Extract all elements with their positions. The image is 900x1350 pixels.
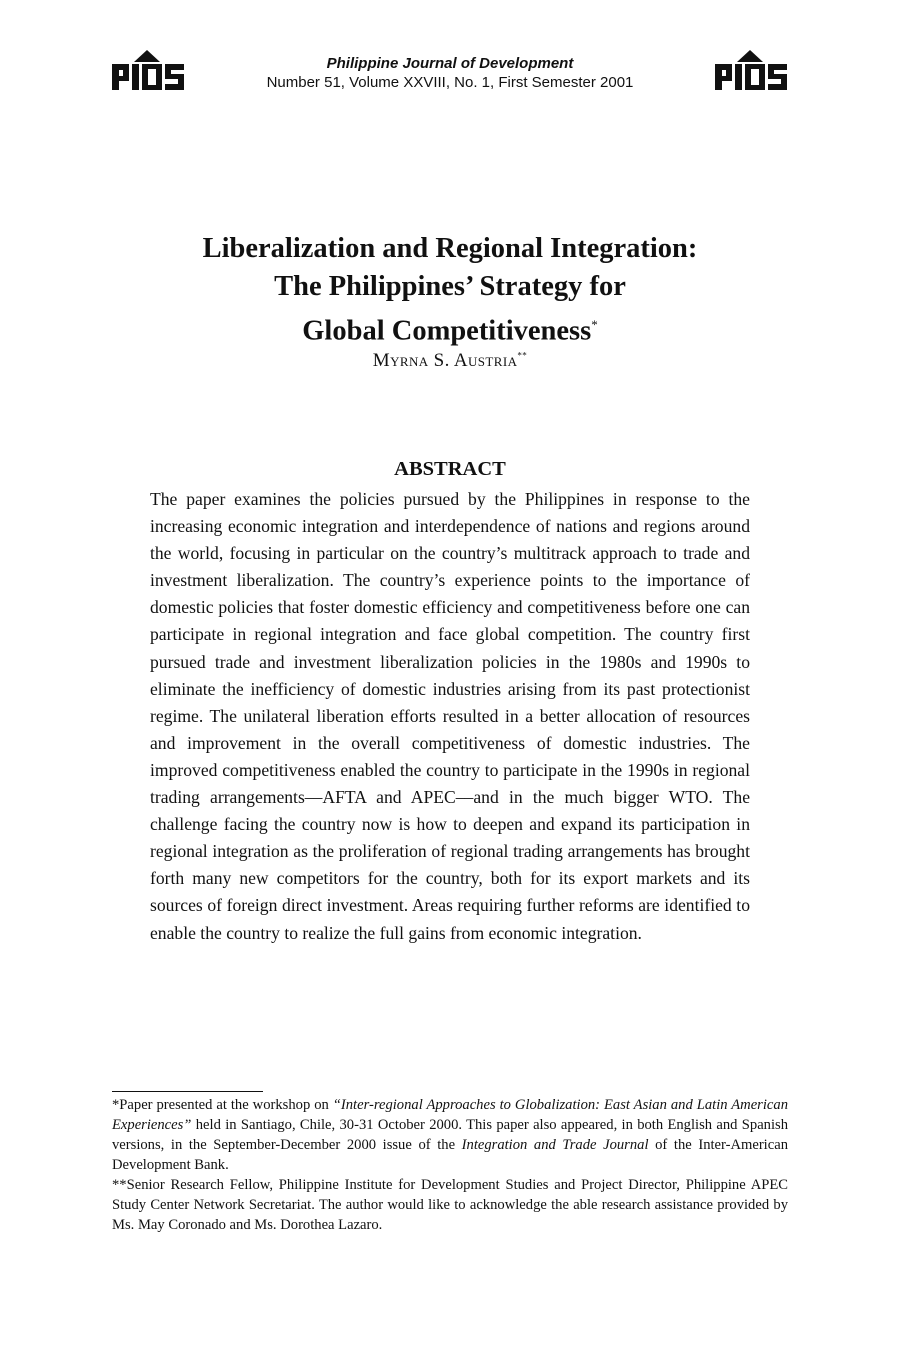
journal-title: Philippine Journal of Development xyxy=(326,55,574,72)
footnote-2: **Senior Research Fellow, Philippine Institute for Development Studies and Project Director, Philippine APEC Study Center Network Secretariat. The author would like to acknowledge the able research assistance provided by Ms. May Coronado and Ms. Dorothea Lazaro. xyxy=(112,1177,788,1233)
author-name: Myrna S. Austria** xyxy=(372,350,528,371)
footnote-1: *Paper presented at the workshop on “Inter-regional Approaches to Globalization: East Asian and Latin American Experiences” held in Santiago, Chile, 30-31 October 2000. This paper also appeared, in both English and Spanish versions, in the September-December 2000 issue of the Integration and Trade Journal of the Inter-American Development Bank. xyxy=(112,1097,788,1173)
journal-header xyxy=(0,54,900,92)
paper-title xyxy=(0,230,900,351)
title-line-3: Global Competitiveness* xyxy=(302,315,598,347)
title-line-1: Liberalization and Regional Integration: xyxy=(202,233,698,264)
author-footnote-marker: ** xyxy=(517,350,528,361)
abstract-heading: ABSTRACT xyxy=(394,458,506,480)
journal-issue: Number 51, Volume XXVIII, No. 1, First Semester 2001 xyxy=(266,74,634,91)
title-line-2: The Philippines’ Strategy for xyxy=(274,271,626,302)
abstract-body: The paper examines the policies pursued by the Philippines in response to the increasing economic integration and interdependence of nations and regions around the world, focusing in particular on the country’s multitrack approach to trade and investment liberalization. The country’s experience points to the importance of domestic policies that foster domestic efficiency and competitiveness before one can participate in regional integration and face global competition. The country first pursued trade and investment liberalization policies in the 1980s and 1990s to eliminate the inefficiency of domestic industries arising from its past protectionist regime. The unilateral liberation efforts resulted in a better allocation of resources and improvement in the overall competitiveness of domestic industries. The improved competitiveness enabled the country to participate in the 1990s in regional trading arrangements––AFTA and APEC––and in the much bigger WTO. The challenge facing the country now is how to deepen and expand its participation in regional integration as the proliferation of regional trading arrangements has brought forth many new competitors for the country, both for its export markets and its sources of foreign direct investment. Areas requiring further reforms are identified to enable the country to realize the full gains from economic integration. xyxy=(150,489,750,943)
footnote-divider xyxy=(112,1091,263,1092)
footnotes xyxy=(112,1095,788,1235)
title-footnote-marker: * xyxy=(591,317,598,332)
